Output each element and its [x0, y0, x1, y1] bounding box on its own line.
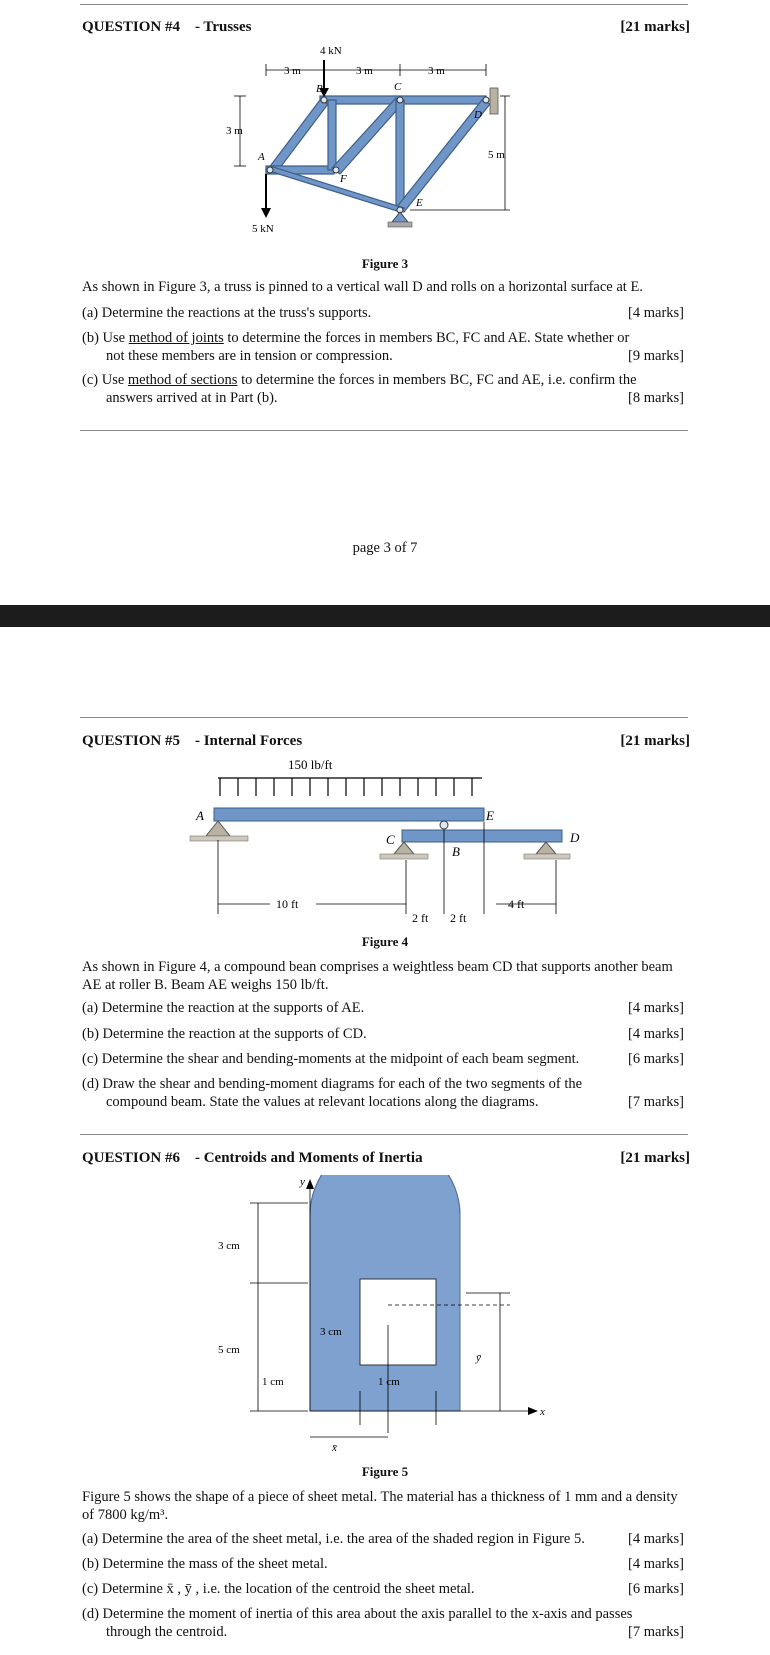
q4-heading — [82, 19, 252, 36]
joint-c — [397, 97, 403, 103]
label-d: D — [474, 109, 482, 121]
q5-number: QUESTION #5 — [82, 733, 180, 749]
q6-item-a: [4 marks] (a) Determine the area of the sheet metal, i.e. the area of the shaded region in Figure 5. — [82, 1531, 684, 1547]
dim-a: 10 ft — [276, 897, 299, 911]
roller-d — [536, 842, 556, 854]
wall-d — [490, 88, 498, 114]
q5-top-rule — [80, 717, 688, 718]
joint-f — [333, 167, 339, 173]
label-a: A — [196, 808, 204, 823]
q6-top-rule — [80, 1134, 688, 1135]
q5-heading — [82, 733, 302, 750]
load-bottom-label: 5 kN — [252, 223, 274, 235]
q5-intro: As shown in Figure 4, a compound bean comprises a weightless beam CD that supports another beam AE at roller B. Beam AE weighs 150 lb/ft. — [82, 959, 673, 993]
joint-b — [321, 97, 327, 103]
member-fc — [332, 98, 404, 174]
figure3-caption: Figure 3 — [361, 256, 409, 271]
distributed-load-arrows — [220, 778, 472, 796]
page-break-band — [0, 605, 770, 627]
figure4-caption: Figure 4 — [361, 934, 409, 949]
member-bf — [328, 100, 336, 170]
q6-number: QUESTION #6 — [82, 1150, 180, 1166]
q6-heading — [82, 1150, 423, 1167]
q6-item-c: [6 marks] (c) Determine x̄ , ȳ , i.e. the location of the centroid the sheet metal. — [82, 1581, 684, 1597]
dim-right: 5 m — [488, 149, 505, 161]
q5-item-c: [6 marks] (c) Determine the shear and bending-moments at the midpoint of each beam segment. — [82, 1051, 684, 1067]
label-a: A — [258, 151, 265, 163]
axis-y-label: y — [300, 1176, 305, 1188]
label-c: C — [394, 81, 402, 93]
dim-b: 2 ft — [412, 911, 429, 925]
dim-span2: 3 m — [356, 65, 373, 77]
q5-item-d: (d) Draw the shear and bending-moment diagrams for each of the two segments of the [7 marks] compound beam. State the values at relevant locations along the diagrams. — [82, 1076, 684, 1110]
label-e: E — [486, 808, 494, 823]
label-b: B — [452, 844, 460, 859]
label-c: C — [386, 832, 395, 847]
dim-bottom: 5 cm — [218, 1344, 240, 1356]
load-top-label: 4 kN — [320, 45, 342, 57]
ybar-label: ȳ — [476, 1352, 481, 1364]
axis-x-label: x — [540, 1406, 545, 1418]
q6-intro: Figure 5 shows the shape of a piece of sheet metal. The material has a thickness of 1 mm and a density of 7800 kg/m³. — [82, 1489, 678, 1523]
top-rule — [80, 4, 688, 5]
beam-cd — [402, 830, 562, 842]
label-b: B — [316, 83, 323, 95]
q5-topic: - Internal Forces — [194, 733, 303, 749]
label-d: D — [570, 830, 580, 845]
roller-e — [392, 212, 408, 222]
square-hole — [360, 1279, 436, 1365]
dim-span3: 3 m — [428, 65, 445, 77]
q4-number: QUESTION #4 — [82, 19, 180, 35]
q6-item-d: (d) Determine the moment of inertia of this area about the axis parallel to the x-axis and passes [7 marks] through the centroid. — [82, 1606, 684, 1640]
q4-marks: [21 marks] — [620, 19, 690, 35]
truss-figure — [220, 40, 540, 250]
joint-a — [267, 167, 273, 173]
dim-span1: 3 m — [284, 65, 301, 77]
pin-a — [206, 821, 230, 836]
q6-topic: - Centroids and Moments of Inertia — [194, 1150, 423, 1166]
dim-hole: 3 cm — [320, 1326, 342, 1338]
q4-item-c: (c) Use method of sections to determine the forces in members BC, FC and AE, i.e. confirm the [8 marks] answers arrived at in Part (b). — [82, 372, 684, 406]
roller-b — [440, 821, 448, 829]
member-ab — [268, 100, 328, 173]
page-number: page 3 of 7 — [352, 540, 418, 556]
shape-figure — [210, 1175, 560, 1455]
beam-figure — [180, 752, 600, 927]
method-of-sections: method of sections — [127, 372, 238, 388]
dim-wall-right: 1 cm — [378, 1376, 400, 1388]
member-ce — [396, 100, 404, 210]
joint-d — [483, 97, 489, 103]
q4-intro: As shown in Figure 3, a truss is pinned to a vertical wall D and rolls on a horizontal surface at E. — [82, 279, 643, 295]
q4-end-rule — [80, 430, 688, 431]
dim-d: 4 ft — [508, 897, 525, 911]
label-f: F — [340, 173, 347, 185]
q6-item-b: [4 marks] (b) Determine the mass of the sheet metal. — [82, 1556, 684, 1572]
figure5-caption: Figure 5 — [361, 1464, 409, 1479]
q4-item-a: [4 marks] (a) Determine the reactions at the truss's supports. — [82, 305, 684, 321]
pin-c — [394, 842, 414, 854]
label-e: E — [416, 197, 423, 209]
xbar-label: x̄ — [332, 1442, 337, 1454]
dim-left: 3 m — [226, 125, 243, 137]
q5-marks: [21 marks] — [620, 733, 690, 749]
q5-item-a: [4 marks] (a) Determine the reaction at the supports of AE. — [82, 1000, 684, 1016]
load-label: 150 lb/ft — [288, 757, 333, 772]
q6-marks: [21 marks] — [620, 1150, 690, 1166]
dim-top: 3 cm — [218, 1240, 240, 1252]
q4-topic: - Trusses — [194, 19, 252, 35]
beam-ae — [214, 808, 484, 821]
method-of-joints: method of joints — [128, 330, 224, 346]
q4-item-b: (b) Use method of joints to determine the forces in members BC, FC and AE. State whether or [9 marks] not these members are in tension or compression. — [82, 330, 684, 364]
dim-wall-left: 1 cm — [262, 1376, 284, 1388]
dim-c: 2 ft — [450, 911, 467, 925]
q5-item-b: [4 marks] (b) Determine the reaction at the supports of CD. — [82, 1026, 684, 1042]
